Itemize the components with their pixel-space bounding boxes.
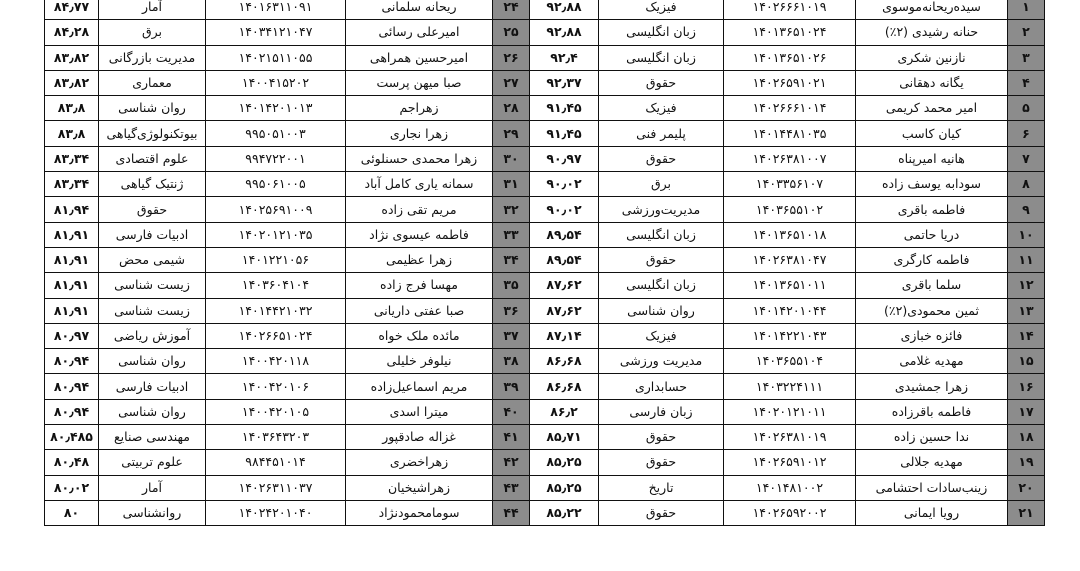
name-cell: هانیه امیرپناه xyxy=(856,146,1008,171)
name-cell: مهدیه جلالی xyxy=(856,450,1008,475)
score-cell: ۸۰٫۴۸ xyxy=(45,450,99,475)
field-cell: معماری xyxy=(99,70,206,95)
rank-cell: ۱۴ xyxy=(1008,323,1045,348)
table-row xyxy=(45,247,1045,272)
rank-cell: ۳۸ xyxy=(493,349,530,374)
field-cell: حقوق xyxy=(599,425,724,450)
score-cell: ۸۵٫۷۱ xyxy=(530,425,599,450)
table-body xyxy=(45,0,1045,526)
rank-cell: ۴۱ xyxy=(493,425,530,450)
student-id-cell: ۹۹۵۰۶۱۰۰۵ xyxy=(206,172,346,197)
field-cell: حقوق xyxy=(599,146,724,171)
table-row xyxy=(45,0,1045,20)
score-cell: ۸۰ xyxy=(45,500,99,525)
rank-cell: ۳۹ xyxy=(493,374,530,399)
score-cell: ۸۳٫۸۲ xyxy=(45,70,99,95)
score-cell: ۹۱٫۴۵ xyxy=(530,121,599,146)
field-cell: زبان انگلیسی xyxy=(599,20,724,45)
student-id-cell: ۱۴۰۳۶۴۳۲۰۳ xyxy=(206,425,346,450)
score-cell: ۸۳٫۸۲ xyxy=(45,45,99,70)
field-cell: زیست شناسی xyxy=(99,298,206,323)
name-cell: ندا حسین زاده xyxy=(856,425,1008,450)
rank-cell: ۲۵ xyxy=(493,20,530,45)
rank-cell: ۱۸ xyxy=(1008,425,1045,450)
score-cell: ۸۱٫۹۱ xyxy=(45,273,99,298)
name-cell: امیرحسین همراهی xyxy=(346,45,493,70)
table-row xyxy=(45,323,1045,348)
student-id-cell: ۱۴۰۱۳۶۵۱۰۱۱ xyxy=(724,273,856,298)
student-id-cell: ۱۴۰۱۴۲۰۱۰۴۴ xyxy=(724,298,856,323)
field-cell: علوم تربیتی xyxy=(99,450,206,475)
name-cell: مریم تقی زاده xyxy=(346,197,493,222)
rank-cell: ۱۵ xyxy=(1008,349,1045,374)
score-cell: ۸۴٫۲۸ xyxy=(45,20,99,45)
field-cell: شیمی محض xyxy=(99,247,206,272)
score-cell: ۸۶٫۶۸ xyxy=(530,374,599,399)
student-id-cell: ۱۴۰۲۰۱۲۱۰۳۵ xyxy=(206,222,346,247)
student-id-cell: ۱۴۰۳۶۰۴۱۰۴ xyxy=(206,273,346,298)
table-row xyxy=(45,70,1045,95)
table-row xyxy=(45,96,1045,121)
student-id-cell: ۱۴۰۲۶۵۹۲۰۰۲ xyxy=(724,500,856,525)
rank-cell: ۲۱ xyxy=(1008,500,1045,525)
field-cell: ادبیات فارسی xyxy=(99,222,206,247)
student-id-cell: ۱۴۰۳۶۵۵۱۰۲ xyxy=(724,197,856,222)
score-cell: ۸۵٫۲۵ xyxy=(530,450,599,475)
field-cell: فیزیک xyxy=(599,323,724,348)
score-cell: ۸۵٫۲۵ xyxy=(530,475,599,500)
student-id-cell: ۱۴۰۱۳۶۵۱۰۲۶ xyxy=(724,45,856,70)
field-cell: حقوق xyxy=(599,247,724,272)
rank-cell: ۲ xyxy=(1008,20,1045,45)
score-cell: ۸۰٫۹۴ xyxy=(45,349,99,374)
name-cell: سومامحمودنژاد xyxy=(346,500,493,525)
field-cell: برق xyxy=(99,20,206,45)
score-cell: ۸۰٫۹۴ xyxy=(45,374,99,399)
name-cell: مهسا فرج زاده xyxy=(346,273,493,298)
score-cell: ۸۱٫۹۱ xyxy=(45,298,99,323)
name-cell: مهدیه غلامی xyxy=(856,349,1008,374)
field-cell: فیزیک xyxy=(599,96,724,121)
student-id-cell: ۱۴۰۲۶۳۱۱۰۳۷ xyxy=(206,475,346,500)
student-id-cell: ۱۴۰۲۶۵۹۱۰۱۲ xyxy=(724,450,856,475)
field-cell: روان شناسی xyxy=(99,349,206,374)
field-cell: روان شناسی xyxy=(599,298,724,323)
score-cell: ۸۳٫۸ xyxy=(45,96,99,121)
rank-cell: ۴ xyxy=(1008,70,1045,95)
student-id-cell: ۱۴۰۰۴۲۰۱۱۸ xyxy=(206,349,346,374)
name-cell: حنانه رشیدی (۲٪) xyxy=(856,20,1008,45)
score-cell: ۸۰٫۹۴ xyxy=(45,399,99,424)
score-cell: ۸۱٫۹۱ xyxy=(45,247,99,272)
field-cell: برق xyxy=(599,172,724,197)
student-id-cell: ۹۹۵۰۵۱۰۰۳ xyxy=(206,121,346,146)
name-cell: فاطمه باقری xyxy=(856,197,1008,222)
table-row xyxy=(45,197,1045,222)
rank-cell: ۶ xyxy=(1008,121,1045,146)
score-cell: ۸۵٫۲۲ xyxy=(530,500,599,525)
name-cell: مائده ملک خواه xyxy=(346,323,493,348)
score-cell: ۸۳٫۸ xyxy=(45,121,99,146)
rank-cell: ۲۴ xyxy=(493,0,530,20)
field-cell: ژنتیک گیاهی xyxy=(99,172,206,197)
score-cell: ۸۰٫۴۸۵ xyxy=(45,425,99,450)
name-cell: سودابه یوسف زاده xyxy=(856,172,1008,197)
field-cell: بیوتکنولوژی‌گیاهی xyxy=(99,121,206,146)
field-cell: مدیریت ورزشی xyxy=(599,349,724,374)
rank-cell: ۱۲ xyxy=(1008,273,1045,298)
field-cell: حقوق xyxy=(99,197,206,222)
student-id-cell: ۱۴۰۲۴۲۰۱۰۴۰ xyxy=(206,500,346,525)
score-cell: ۹۲٫۴ xyxy=(530,45,599,70)
student-id-cell: ۱۴۰۰۴۲۰۱۰۶ xyxy=(206,374,346,399)
score-cell: ۹۰٫۹۷ xyxy=(530,146,599,171)
field-cell: زبان فارسی xyxy=(599,399,724,424)
student-id-cell: ۱۴۰۱۴۴۸۱۰۳۵ xyxy=(724,121,856,146)
field-cell: آمار xyxy=(99,475,206,500)
rank-cell: ۳۰ xyxy=(493,146,530,171)
student-id-cell: ۱۴۰۱۴۲۲۱۰۴۳ xyxy=(724,323,856,348)
student-id-cell: ۱۴۰۲۶۳۸۱۰۰۷ xyxy=(724,146,856,171)
field-cell: علوم اقتصادی xyxy=(99,146,206,171)
table-row xyxy=(45,273,1045,298)
rank-cell: ۱۳ xyxy=(1008,298,1045,323)
rank-cell: ۳۲ xyxy=(493,197,530,222)
rank-cell: ۳۳ xyxy=(493,222,530,247)
name-cell: میترا اسدی xyxy=(346,399,493,424)
name-cell: فاطمه عیسوی نژاد xyxy=(346,222,493,247)
name-cell: مریم اسماعیل‌زاده xyxy=(346,374,493,399)
score-cell: ۸۰٫۰۲ xyxy=(45,475,99,500)
table-row xyxy=(45,298,1045,323)
field-cell: مدیریت بازرگانی xyxy=(99,45,206,70)
name-cell: صبا میهن پرست xyxy=(346,70,493,95)
field-cell: زبان انگلیسی xyxy=(599,273,724,298)
rank-cell: ۷ xyxy=(1008,146,1045,171)
student-id-cell: ۱۴۰۱۴۸۱۰۰۲ xyxy=(724,475,856,500)
field-cell: حقوق xyxy=(599,70,724,95)
name-cell: رویا ایمانی xyxy=(856,500,1008,525)
name-cell: صبا عفتی داریانی xyxy=(346,298,493,323)
rank-cell: ۱۹ xyxy=(1008,450,1045,475)
field-cell: روانشناسی xyxy=(99,500,206,525)
student-id-cell: ۱۴۰۳۲۲۴۱۱۱ xyxy=(724,374,856,399)
score-cell: ۸۰٫۹۷ xyxy=(45,323,99,348)
table-row xyxy=(45,349,1045,374)
score-cell: ۸۶٫۲ xyxy=(530,399,599,424)
name-cell: زینب‌سادات احتشامی xyxy=(856,475,1008,500)
score-cell: ۹۲٫۳۷ xyxy=(530,70,599,95)
rank-cell: ۳۱ xyxy=(493,172,530,197)
name-cell: زهرا جمشیدی xyxy=(856,374,1008,399)
name-cell: غزاله صادقپور xyxy=(346,425,493,450)
rank-cell: ۱ xyxy=(1008,0,1045,20)
rank-cell: ۵ xyxy=(1008,96,1045,121)
score-cell: ۸۷٫۶۲ xyxy=(530,298,599,323)
score-cell: ۸۴٫۷۷ xyxy=(45,0,99,20)
rank-cell: ۳۶ xyxy=(493,298,530,323)
rank-cell: ۲۹ xyxy=(493,121,530,146)
field-cell: حسابداری xyxy=(599,374,724,399)
student-id-cell: ۱۴۰۲۰۱۲۱۰۱۱ xyxy=(724,399,856,424)
table-row xyxy=(45,222,1045,247)
student-id-cell: ۱۴۰۲۵۶۹۱۰۰۹ xyxy=(206,197,346,222)
table-row xyxy=(45,399,1045,424)
score-cell: ۹۱٫۴۵ xyxy=(530,96,599,121)
student-id-cell: ۱۴۰۳۶۵۵۱۰۴ xyxy=(724,349,856,374)
student-id-cell: ۱۴۰۰۴۱۵۲۰۲ xyxy=(206,70,346,95)
student-id-cell: ۱۴۰۲۱۵۱۱۰۵۵ xyxy=(206,45,346,70)
score-cell: ۸۳٫۳۴ xyxy=(45,172,99,197)
field-cell: فیزیک xyxy=(599,0,724,20)
rank-cell: ۴۰ xyxy=(493,399,530,424)
rank-cell: ۱۱ xyxy=(1008,247,1045,272)
student-id-cell: ۱۴۰۱۴۲۰۱۰۱۳ xyxy=(206,96,346,121)
rank-cell: ۲۸ xyxy=(493,96,530,121)
table-row xyxy=(45,475,1045,500)
name-cell: زهراخضری xyxy=(346,450,493,475)
student-id-cell: ۱۴۰۲۶۳۸۱۰۱۹ xyxy=(724,425,856,450)
student-id-cell: ۱۴۰۲۶۶۵۱۰۲۴ xyxy=(206,323,346,348)
rank-cell: ۴۲ xyxy=(493,450,530,475)
name-cell: یگانه دهقانی xyxy=(856,70,1008,95)
name-cell: زهرا نجاری xyxy=(346,121,493,146)
rank-cell: ۱۶ xyxy=(1008,374,1045,399)
name-cell: ثمین محمودی(۲٪) xyxy=(856,298,1008,323)
student-id-cell: ۱۴۰۲۶۳۸۱۰۴۷ xyxy=(724,247,856,272)
name-cell: زهراشیخیان xyxy=(346,475,493,500)
name-cell: سیده‌ریحانه‌موسوی xyxy=(856,0,1008,20)
ranking-sheet xyxy=(44,0,1044,526)
student-id-cell: ۱۴۰۲۶۶۶۱۰۱۴ xyxy=(724,96,856,121)
field-cell: تاریخ xyxy=(599,475,724,500)
field-cell: زیست شناسی xyxy=(99,273,206,298)
student-id-cell: ۱۴۰۲۶۶۶۱۰۱۹ xyxy=(724,0,856,20)
field-cell: حقوق xyxy=(599,450,724,475)
rank-cell: ۱۷ xyxy=(1008,399,1045,424)
table-row xyxy=(45,450,1045,475)
rank-cell: ۴۳ xyxy=(493,475,530,500)
rank-cell: ۳۴ xyxy=(493,247,530,272)
rank-cell: ۴۴ xyxy=(493,500,530,525)
score-cell: ۸۹٫۵۴ xyxy=(530,247,599,272)
name-cell: کیان کاسب xyxy=(856,121,1008,146)
rank-cell: ۲۷ xyxy=(493,70,530,95)
field-cell: روان شناسی xyxy=(99,399,206,424)
rank-cell: ۲۶ xyxy=(493,45,530,70)
score-cell: ۸۶٫۶۸ xyxy=(530,349,599,374)
student-id-cell: ۱۴۰۱۳۶۵۱۰۲۴ xyxy=(724,20,856,45)
student-id-cell: ۹۹۴۷۲۲۰۰۱ xyxy=(206,146,346,171)
table-row xyxy=(45,20,1045,45)
score-cell: ۸۷٫۶۲ xyxy=(530,273,599,298)
student-id-cell: ۱۴۰۳۳۵۶۱۰۷ xyxy=(724,172,856,197)
field-cell: زبان انگلیسی xyxy=(599,45,724,70)
name-cell: سلما باقری xyxy=(856,273,1008,298)
field-cell: پلیمر فنی xyxy=(599,121,724,146)
field-cell: حقوق xyxy=(599,500,724,525)
field-cell: مدیریت‌ورزشی xyxy=(599,197,724,222)
score-cell: ۸۱٫۹۱ xyxy=(45,222,99,247)
rank-cell: ۳۷ xyxy=(493,323,530,348)
field-cell: زبان انگلیسی xyxy=(599,222,724,247)
rank-cell: ۹ xyxy=(1008,197,1045,222)
score-cell: ۹۲٫۸۸ xyxy=(530,20,599,45)
ranking-table xyxy=(44,0,1045,526)
score-cell: ۸۱٫۹۴ xyxy=(45,197,99,222)
name-cell: زهرا محمدی حسنلوئی xyxy=(346,146,493,171)
student-id-cell: ۱۴۰۲۶۵۹۱۰۲۱ xyxy=(724,70,856,95)
name-cell: زهراجم xyxy=(346,96,493,121)
table-row xyxy=(45,374,1045,399)
field-cell: آموزش ریاضی xyxy=(99,323,206,348)
name-cell: نیلوفر خلیلی xyxy=(346,349,493,374)
name-cell: سمانه یاری کامل آباد xyxy=(346,172,493,197)
student-id-cell: ۱۴۰۱۶۳۱۱۰۹۱ xyxy=(206,0,346,20)
name-cell: ریحانه سلمانی xyxy=(346,0,493,20)
table-row xyxy=(45,45,1045,70)
rank-cell: ۳ xyxy=(1008,45,1045,70)
student-id-cell: ۱۴۰۳۴۱۲۱۰۴۷ xyxy=(206,20,346,45)
student-id-cell: ۱۴۰۱۲۲۱۰۵۶ xyxy=(206,247,346,272)
field-cell: روان شناسی xyxy=(99,96,206,121)
student-id-cell: ۹۸۴۴۵۱۰۱۴ xyxy=(206,450,346,475)
student-id-cell: ۱۴۰۱۳۶۵۱۰۱۸ xyxy=(724,222,856,247)
name-cell: امیرعلی رسائی xyxy=(346,20,493,45)
rank-cell: ۳۵ xyxy=(493,273,530,298)
name-cell: فائزه خبازی xyxy=(856,323,1008,348)
score-cell: ۹۰٫۰۲ xyxy=(530,172,599,197)
rank-cell: ۸ xyxy=(1008,172,1045,197)
score-cell: ۸۳٫۳۴ xyxy=(45,146,99,171)
table-row xyxy=(45,425,1045,450)
table-row xyxy=(45,500,1045,525)
score-cell: ۹۲٫۸۸ xyxy=(530,0,599,20)
field-cell: مهندسی صنایع xyxy=(99,425,206,450)
name-cell: فاطمه باقرزاده xyxy=(856,399,1008,424)
student-id-cell: ۱۴۰۱۴۴۲۱۰۳۲ xyxy=(206,298,346,323)
student-id-cell: ۱۴۰۰۴۲۰۱۰۵ xyxy=(206,399,346,424)
name-cell: دریا حاتمی xyxy=(856,222,1008,247)
table-row xyxy=(45,121,1045,146)
field-cell: آمار xyxy=(99,0,206,20)
table-row xyxy=(45,172,1045,197)
rank-cell: ۲۰ xyxy=(1008,475,1045,500)
field-cell: ادبیات فارسی xyxy=(99,374,206,399)
name-cell: امیر محمد کریمی xyxy=(856,96,1008,121)
score-cell: ۹۰٫۰۲ xyxy=(530,197,599,222)
table-row xyxy=(45,146,1045,171)
name-cell: فاطمه کارگری xyxy=(856,247,1008,272)
score-cell: ۸۷٫۱۴ xyxy=(530,323,599,348)
name-cell: نازنین شکری xyxy=(856,45,1008,70)
score-cell: ۸۹٫۵۴ xyxy=(530,222,599,247)
name-cell: زهرا عظیمی xyxy=(346,247,493,272)
rank-cell: ۱۰ xyxy=(1008,222,1045,247)
